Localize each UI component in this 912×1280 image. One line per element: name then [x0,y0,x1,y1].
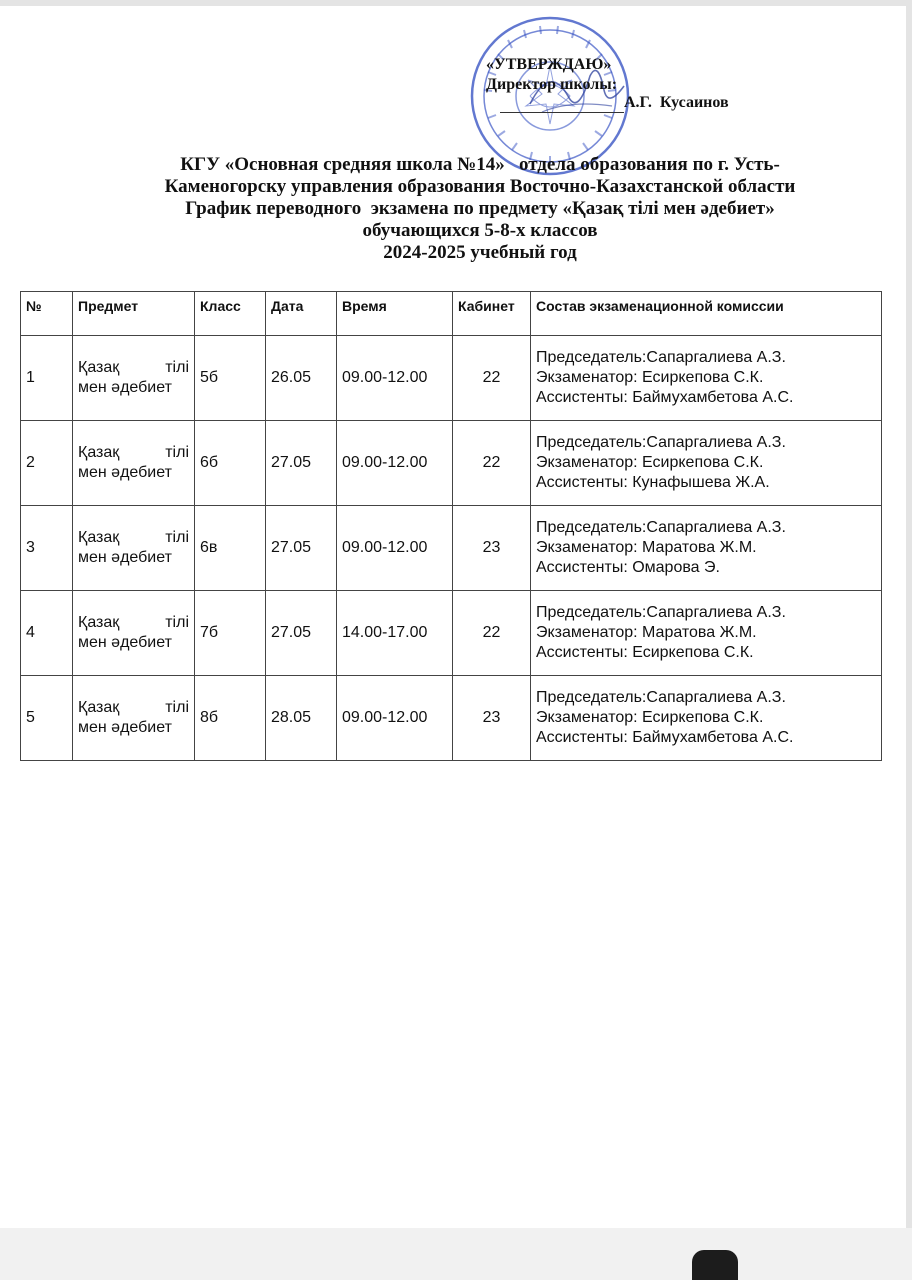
exam-schedule-table [20,291,882,761]
director-name: А.Г. Кусаинов [624,94,729,111]
signature-line [500,112,624,113]
row-number: 4 [21,591,73,676]
header-date: Дата [266,292,337,336]
table-header-row [21,292,882,336]
row-time: 09.00-12.00 [337,421,453,506]
row-date: 27.05 [266,506,337,591]
row-date: 26.05 [266,336,337,421]
row-class: 6б [195,421,266,506]
heading-line-4: обучающихся 5-8-х классов [362,220,598,241]
row-class: 5б [195,336,266,421]
heading-line-1: КГУ «Основная средняя школа №14» отдела образования по г. Усть- [180,154,780,175]
row-date: 28.05 [266,676,337,761]
row-class: 6в [195,506,266,591]
approval-role: Директор школы: [486,76,618,93]
row-time: 14.00-17.00 [337,591,453,676]
row-number: 1 [21,336,73,421]
table-row [21,336,882,421]
document-heading [60,154,900,264]
row-number: 2 [21,421,73,506]
table-row [21,676,882,761]
heading-line-2: Каменогорску управления образования Восточно-Казахстанской области [164,176,796,197]
row-time: 09.00-12.00 [337,506,453,591]
row-commission: Председатель:Сапаргалиева А.З. Экзаменатор: Маратова Ж.М. Ассистенты: Есиркепова С.К. [531,591,882,676]
page-bottom-margin [0,1228,912,1280]
row-commission: Председатель:Сапаргалиева А.З. Экзаменатор: Есиркепова С.К. Ассистенты: Кунафышева Ж.А. [531,421,882,506]
header-time: Время [337,292,453,336]
row-class: 8б [195,676,266,761]
row-subject: Қазақ тілі мен әдебиет [73,506,195,591]
table-row [21,421,882,506]
header-commission: Состав экзаменационной комиссии [531,292,882,336]
row-room: 22 [453,591,531,676]
heading-line-3: График переводного экзамена по предмету «Қазақ тілі мен әдебиет» [185,198,775,219]
approval-block [470,56,770,118]
table-row [21,591,882,676]
row-room: 22 [453,421,531,506]
row-room: 22 [453,336,531,421]
row-number: 3 [21,506,73,591]
viewer-corner-tab [692,1250,738,1280]
header-room: Кабинет [453,292,531,336]
row-subject: Қазақ тілі мен әдебиет [73,336,195,421]
row-class: 7б [195,591,266,676]
header-subject: Предмет [73,292,195,336]
row-number: 5 [21,676,73,761]
row-time: 09.00-12.00 [337,336,453,421]
row-date: 27.05 [266,591,337,676]
document-page [0,6,906,1228]
row-room: 23 [453,506,531,591]
row-subject: Қазақ тілі мен әдебиет [73,421,195,506]
row-commission: Председатель:Сапаргалиева А.З. Экзаменатор: Есиркепова С.К. Ассистенты: Баймухамбетова А.С. [531,676,882,761]
row-subject: Қазақ тілі мен әдебиет [73,676,195,761]
row-room: 23 [453,676,531,761]
heading-line-5: 2024-2025 учебный год [383,242,577,263]
row-commission: Председатель:Сапаргалиева А.З. Экзаменатор: Маратова Ж.М. Ассистенты: Омарова Э. [531,506,882,591]
row-time: 09.00-12.00 [337,676,453,761]
row-date: 27.05 [266,421,337,506]
table-row [21,506,882,591]
row-subject: Қазақ тілі мен әдебиет [73,591,195,676]
header-class: Класс [195,292,266,336]
row-commission: Председатель:Сапаргалиева А.З. Экзаменатор: Есиркепова С.К. Ассистенты: Баймухамбетова А.С. [531,336,882,421]
approval-title: «УТВЕРЖДАЮ» [486,56,612,73]
header-number: № [21,292,73,336]
